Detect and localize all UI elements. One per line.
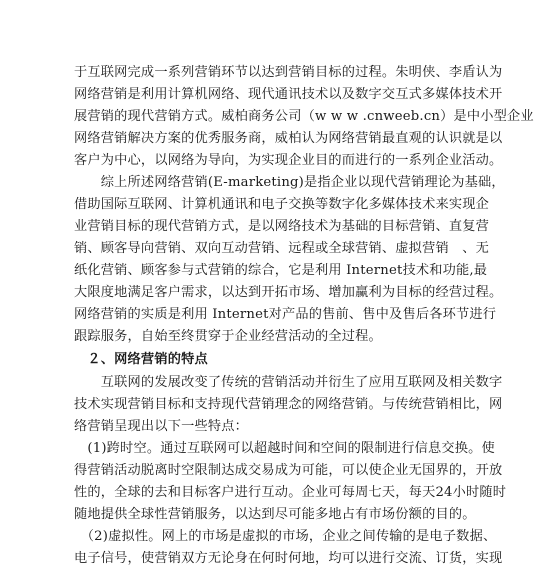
text-line: （2)虚拟性。网上的市场是虚拟的市场，企业之间传输的是电子数据、: [74, 529, 497, 544]
text-line: 随地提供全球性营销服务，以达到尽可能多地占有市场份额的目的。: [74, 507, 476, 522]
text-line: 销、顾客导向营销、双向互动营销、远程或全球营销、虚拟营销 、无: [74, 241, 490, 256]
text-line: 得营销活动脱离时空限制达成交易成为可能，可以使企业无国界的，开放: [74, 463, 503, 478]
text-line: 大限度地满足客户需求，以达到开拓市场、增加赢利为目标的经营过程。: [74, 285, 503, 300]
text-line: 网络营销是利用计算机网络、现代通讯技术以及数字交互式多媒体技术开: [74, 87, 503, 102]
text-line: 网络营销的实质是利用 Internet对产品的售前、售中及售后各环节进行: [74, 307, 497, 322]
text-line: 络营销呈现出以下一些特点：: [74, 419, 249, 434]
text-line: 综上所述网络营销(E-marketing)是指企业以现代营销理论为基础，: [74, 175, 505, 190]
text-line: 互联网的发展改变了传统的营销活动并衍生了应用互联网及相关数字: [74, 375, 503, 390]
section-heading: ２、网络营销的特点: [74, 352, 208, 367]
text-line: 于互联网完成一系列营销环节以达到营销目标的过程。朱明侠、李盾认为: [74, 65, 503, 80]
text-line: 展营销的现代营销方式。威柏商务公司（w w w .cnweeb.cn）是中小型企业: [74, 109, 534, 124]
text-line: (1)跨时空。通过互联网可以超越时间和空间的限制进行信息交换。使: [74, 441, 495, 456]
text-line: 业营销目标的现代营销方式，是以网络技术为基础的目标营销、直复营: [74, 219, 490, 234]
text-line: 电子信号，使营销双方无论身在何时何地，均可以进行交流、订货，实现: [74, 551, 503, 566]
text-line: 技术实现营销目标和支持现代营销理念的网络营销。与传统营销相比，网: [74, 397, 503, 412]
text-line: 网络营销解决方案的优秀服务商，威柏认为网络营销最直观的认识就是以: [74, 131, 503, 146]
text-line: 性的，全球的去和目标客户进行互动。企业可每周七天，每天24小时随时: [74, 485, 507, 500]
text-line: 借助国际互联网、计算机通讯和电子交换等数字化多媒体技术来实现企: [74, 197, 490, 212]
text-line: 跟踪服务，自始至终贯穿于企业经营活动的全过程。: [74, 329, 382, 344]
text-line: 客户为中心，以网络为导向，为实现企业目的而进行的一系列企业活动。: [74, 153, 503, 168]
text-line: 纸化营销、顾客参与式营销的综合，它是利用 Internet技术和功能,最: [74, 263, 488, 278]
